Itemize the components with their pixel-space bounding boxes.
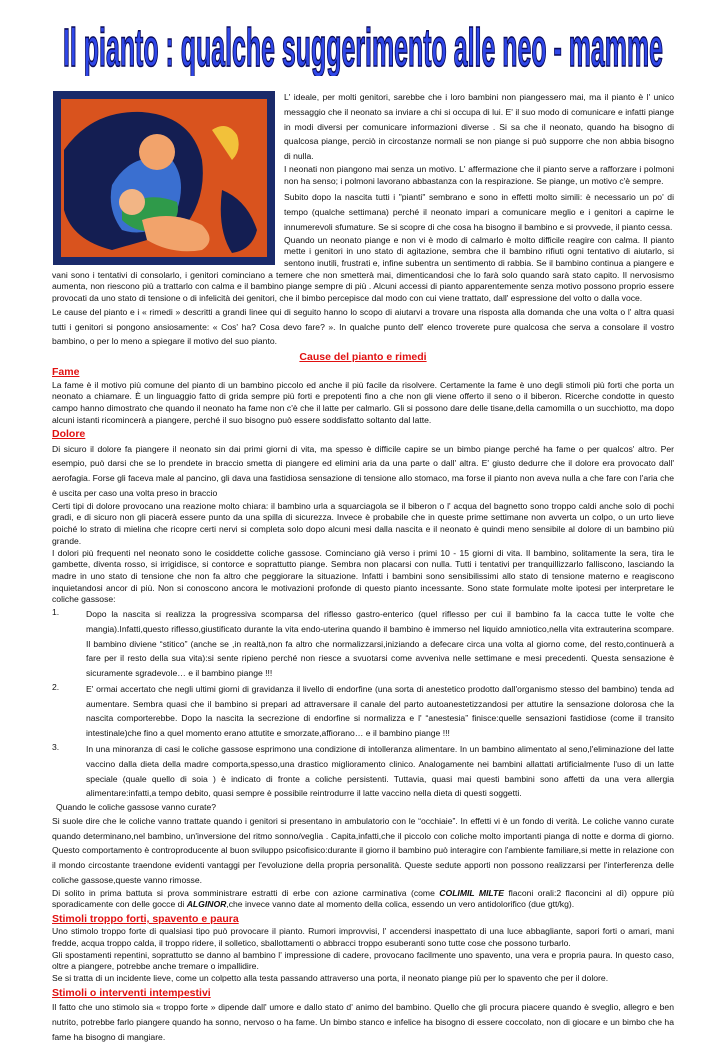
- cure-p2: [52, 888, 674, 911]
- heading-interventi: Stimoli o interventi intempestivi: [52, 986, 211, 999]
- heading-fame: Fame: [52, 366, 80, 379]
- causes-title: Cause del pianto e rimedi: [299, 351, 427, 364]
- stimoli-p3: Se si tratta di un incidente lieve, come un colpetto alla testa passando attraverso una porta, il neonato piange più per lo spavento che per il dolore.: [52, 973, 609, 984]
- list-number: 2.: [52, 681, 60, 692]
- interventi-p1: Il fatto che uno stimolo sia « troppo forte » dipende dall' umore e dallo stato d' animo del bambino. Quello che gli procura piacere quando è sveglio, allegro e ben nutrito, potrebbe farlo piangere quando ha sonno, nervoso o ha fame. Un bimbo stanco e infelice ha bisogno di essere coccolato, non di giocare e un bimbo che ha fame ha bisogno di mangiare.: [52, 1002, 674, 1042]
- title-banner: [52, 16, 674, 76]
- dolore-p3: I dolori più frequenti nel neonato sono le cosiddette coliche gassose. Cominciano già verso i primi 10 - 15 giorni di vita. Il bambino, solitamente la sera, tira le gambette, diventa rosso, si irrigidisce, si contorce e soprattutto piange. Sembra non placarsi con nulla. Tutti i tentativi per tranquillizzarlo falliscono, lasciando la madre in uno stato di tensione che non fa altro che peggiorare la situazione. Infatti i bambini sono sensibilissimi allo stato di tensione materno e reagiscono inquietandosi ancor di più. Non si conoscono ancora le motivazioni profonde di questo pianto incessante. Sono state formulate molte ipotesi per interpretare le coliche gassose:: [52, 547, 674, 605]
- page: [52, 16, 674, 1044]
- hypotheses-list: [52, 607, 674, 801]
- intro-p3: Subito dopo la nascita tutti i "pianti" sembrano e sono in effetti molto simili: è necessario un po' di tempo (qualche settimana) perché il neonato impari a comunicare meglio e i genitori a capirne le innumerevoli sfumature. Se si scopre di che cosa ha bisogno il bambino e si provvede, il pianto cessa.: [284, 192, 674, 232]
- list-item: [52, 607, 674, 681]
- stimoli-p2: Gli spostamenti repentini, soprattutto se danno al bambino l' impressione di cadere, provocano facilmente uno spavento, una vera e propria paura. In questo caso, oltre a piangere, potrebbe anche tremare o impallidire.: [52, 949, 674, 972]
- list-text: E' ormai accertato che negli ultimi giorni di gravidanza il livello di endorfine (una sorta di anestetico prodotto dall'organismo stesso del bambino) tenda ad aumentare. Sembra quasi che il bambino si prepari ad attraversare il canale del parto autoanestetizzandosi per attutire la sensazione dolorosa che la nascita comporterebbe. Dopo la nascita la secrezione di endorfine si normalizza e l' “anestesia” finisce:quelle sensazioni fastidiose (come il transito intestinale)che fino a quel momento erano attutite e smorzate,affiorano… e il bambino piange !!!: [86, 683, 674, 739]
- dolore-p1: Di sicuro il dolore fa piangere il neonato sin dai primi giorni di vita, ma spesso è difficile capire se un bimbo piange perché ha fame o per qualcos' altro. Per esempio, può darsi che se lo prendete in braccio smetta di piangere ed elimini aria da una parte o dall' altra. E' giusto dedurre che il dolore era provocato dall' aerofagia. Forse gli faceva male al pancino, gli dava una fastidiosa sensazione di tensione allo stomaco, ma forse il pianto non aveva nulla a che fare con l'aria che è uscita per caso una volta preso in braccio: [52, 443, 674, 498]
- fame-p1: La fame è il motivo più comune del pianto di un bambino piccolo ed anche il più facile da risolvere. Certamente la fame è uno degli stimoli più forti che porta un neonato a chiamare. È un linguaggio fatto di grida sempre più forti e prepotenti fino a che non gli viene offerto il seno o il biberon. Ricerche condotte in questo campo hanno dimostrato che quando il neonato ha fame non c'è che il latte per calmarlo. Gli si possono dare delle tisane,della camomilla o un succhiotto, ma dopo alcuni istanti ricomincerà a piangere, perché il suo bisogno può essere soddisfatto soltanto dal latte.: [52, 379, 674, 425]
- page-title: Il pianto : qualche suggerimento alle neo - mamme: [63, 18, 663, 76]
- intro-section: [52, 90, 674, 349]
- mother-baby-illustration: [52, 90, 276, 266]
- list-number: 1.: [52, 606, 60, 617]
- stimoli-p1: Uno stimolo troppo forte di qualsiasi tipo può provocare il pianto. Rumori improvvisi, l' accendersi inaspettato di una luce abbagliante, sapori forti o amari, mani fredde, acqua troppo calda, il troppo ridere, il solletico, sballottamenti o abbracci troppo esuberanti sono tutte cose che possono turbarlo.: [52, 926, 674, 949]
- intro-p4: Quando un neonato piange e non vi è modo di calmarlo è molto difficile reagire con calma. Il pianto mette i genitori in uno stato di agitazione, sembra che il bambino rifiuti ogni tentativo di aiutarlo, si sentono inutili, frustrati e, infine subentra un sentimento di rabbia. Se il bambino continua a piangere e vani sono i tentativi di consolarlo, i genitori cominciano a temere che non smetterà mai, dimenticandosi che lo farà solo quando sarà stato capito. Il nervosismo aumenta, non riescono più a trattarlo con calma e il bambino piange sempre di più . Alcuni accessi di pianto apparentemente senza motivo possono proprio essere provocati da uno stato di tensione o di infelicità dei genitori, che il bimbo percepisce dal modo con cui viene trattato, dall' espressione del volto o dalla voce.: [52, 234, 674, 304]
- intro-p1: L' ideale, per molti genitori, sarebbe che i loro bambini non piangessero mai, ma il pianto è l' unico messaggio che il neonato sa inviare a chi si occupa di lui. E' il suo modo di comunicare e infatti piange in modi diversi per comunicare informazioni diverse . Si sa che il neonato, quando ha bisogno di qualcosa piange, perciò in circostanze normali se non piange si può supporre che non abbia bisogno di nulla.: [284, 92, 674, 162]
- list-item: [52, 682, 674, 741]
- drug-alginor: ALGINOR: [186, 899, 227, 910]
- cure-question: Quando le coliche gassose vanno curate?: [56, 802, 217, 813]
- cure-p2-a: Di solito in prima battuta si prova somministrare estratti di erbe con azione carminativa (come: [52, 887, 440, 898]
- heading-stimoli: Stimoli troppo forti, spavento e paura: [52, 913, 239, 926]
- cure-p2-c: ,che invece vanno date al momento della colica, essendo un vero antidolorifico (due gtt/kg).: [226, 899, 575, 910]
- dolore-p2: Certi tipi di dolore provocano una reazione molto chiara: il bambino urla a squarciagola se il biberon o l' acqua del bagnetto sono troppo caldi anche solo di pochi gradi, e di sicuro non gli piacerà essere punto da una spilla di sicurezza. Invece è probabile che in queste prime settimane non avverta un colpo, o un urto lieve poiché lo strato di mielina che ricopre certi nervi si completa solo dopo alcuni mesi dalla nascita e il neonato è quindi meno sensibile al dolore di un bambino più grande.: [52, 500, 674, 546]
- heading-dolore: Dolore: [52, 428, 86, 441]
- cure-p1: Si suole dire che le coliche vanno trattate quando i genitori si presentano in ambulatorio con le “occhiaie”. In effetti vi è un fondo di verità. Le coliche vanno curate quando determinano,nel bambino, un'inversione del ritmo sonno/veglia . Capita,infatti,che il piccolo con coliche molto importanti pianga di notte e dorma di giorno. Questo comportamento è controproducente al buon sviluppo psicofisico:durante il giorno il bambino può interagire con l'ambiente familiare,si mette in relazione con il mondo circostante traendone evidenti vantaggi per l'evoluzione della propria personalità. Queste sedute apporti non possono realizzarsi per l'interferenza delle coliche gassose,queste vanno rimosse.: [52, 815, 674, 885]
- list-item: [52, 742, 674, 801]
- list-text: Dopo la nascita si realizza la progressiva scomparsa del riflesso gastro-enterico (quel riflesso per cui il bambino fa la cacca tutte le volte che mangia).Infatti,questo riflesso,giustificato durante la vita endo-uterina quando il bambino è immerso nel liquido amniotico,nella vita extrauterina scompare. Il bambino diviene “stitico” (anche se ,in realtà,non fa altro che normalizzarsi,iniziando a defecare circa una volta al giorno come, del resto,continuerà a fare per il resto della sua vita):si sente ripieno perché non riesce a svuotarsi come avveniva nelle settimane e mesi precedenti. Questa sensazione è sicuramente sgradevole… e il bambino piange !!!: [86, 608, 674, 679]
- list-text: In una minoranza di casi le coliche gassose esprimono una condizione di intolleranza alimentare. In un bambino alimentato al seno,l'eliminazione del latte vaccino dalla dieta della madre comporta,spesso,una drastico miglioramento clinico. Analogamente nei bambini allattati artificialmente l'uso di un latte speciale (quale quello di soia ) è indicato di fronte a coliche persistenti. Tuttavia, quasi mai questi bambini sono affetti da una vera allergia alimentare:infatti,a tempo debito, quasi sempre è possibile reintrodurre il latte vaccino nella dieta di questi soggetti.: [86, 743, 674, 799]
- cure-p2-b: flaconi orali:2 flaconcini al dì) oppure più sporadicamente con delle gocce di: [52, 887, 674, 910]
- intro-p2: I neonati non piangono mai senza un motivo. L' affermazione che il pianto serve a rafforzare i polmoni non ha senso; i polmoni lavorano abbastanza con la respirazione. Se piange, un motivo c'è sempre.: [284, 163, 674, 186]
- list-number: 3.: [52, 741, 60, 752]
- intro-p5: Le cause del pianto e i « rimedi » descritti a grandi linee qui di seguito hanno lo scopo di aiutarvi a trovare una risposta alla domanda che una volta o l' altra quasi tutti i genitori si pongono ansiosamente: « Cos' ha? Cosa devo fare? ». In qualche punto dell' elenco troverete pure qualcosa che serva a consolare il vostro bambino, o per lo meno a spiegare il motivo del suo pianto.: [52, 306, 674, 347]
- drug-colimil: COLIMIL MILTE: [439, 887, 505, 898]
